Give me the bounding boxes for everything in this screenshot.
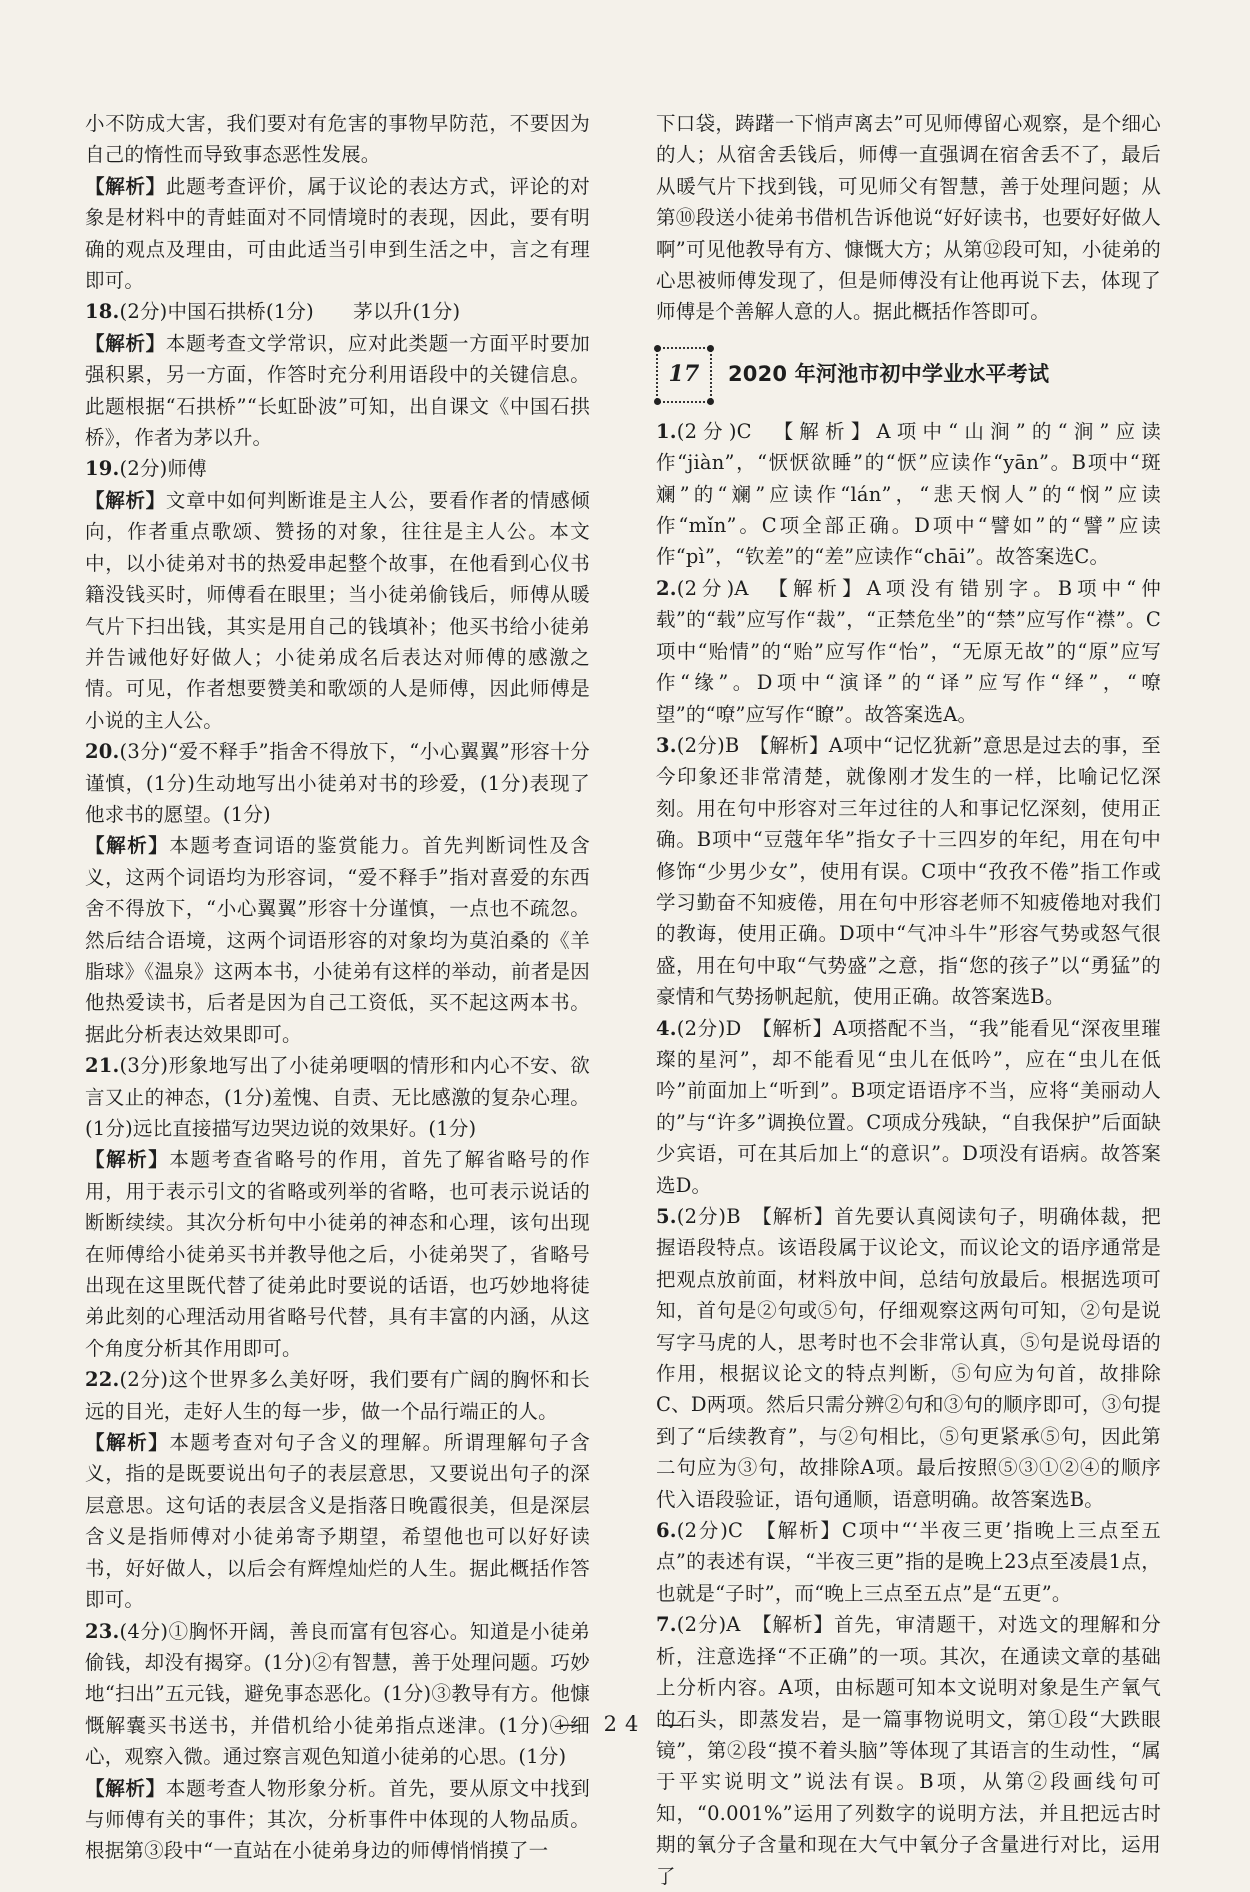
answer-paragraph [656,108,1161,328]
answer-paragraph [85,1773,590,1867]
answer-paragraph [85,296,590,327]
answer-paragraph [85,830,590,1050]
answer-paragraph [656,1609,1161,1892]
right-column [656,108,1161,1892]
answer-text: (2分)C 【解析】A项中“山涧”的“涧”应读作“jiàn”，“恹恹欲睡”的“恹”应读作“yān”。B项中“斑斓”的“斓”应读作“lán”，“悲天悯人”的“悯”应读作“mǐn”。C项全部正确。D项中“譬如”的“譬”应读作“pì”，“钦差”的“差”应读作“chāi”。故答案选C。 [656,419,1161,569]
answer-text: (2分)C 【解析】C项中“‘半夜三更’指晚上三点至五点”的表述有误，“半夜三更”指的是晚上23点至凌晨1点，也就是“子时”，而“晚上三点至五点”是“五更”。 [656,1519,1161,1605]
question-number: 2. [656,576,677,600]
question-number: 19. [85,457,120,481]
answer-text: 本题考查省略号的作用，首先了解省略号的作用，用于表示引文的省略或列举的省略，也可表示说话的断断续续。其次分析句中小徒弟的神态和心理，该句出现在师傅给小徒弟买书并教导他之后，小徒弟哭了，省略号出现在这里既代替了徒弟此时要说的话语，也巧妙地将徒弟此刻的心理活动用省略号代替，具有丰富的内涵，从这个角度分析其作用即可。 [85,1148,590,1360]
question-number: 7. [656,1613,677,1637]
analysis-tag: 【解析】 [85,1431,170,1455]
answer-text: 此题考查评价，属于议论的表达方式，评论的对象是材料中的青蛙面对不同情境时的表现，因此，要有明确的观点及理由，可由此适当引申到生活之中，言之有理即可。 [85,174,590,293]
section-number-badge [656,347,712,403]
left-column [85,108,590,1867]
answer-paragraph [85,171,590,297]
answer-text: (2分)D 【解析】A项搭配不当，“我”能看见“深夜里璀璨的星河”，却不能看见“虫儿在低吟”，应在“虫儿在低吟”前面加上“听到”。B项定语语序不当，应将“美丽动人的”与“许多”调换位置。C项成分残缺，“自我保护”后面缺少宾语，可在其后加上“的意识”。D项没有语病。故答案选D。 [656,1016,1161,1197]
analysis-tag: 【解析】 [85,331,166,355]
answer-paragraph [85,108,590,171]
answer-text: (4分)①胸怀开阔，善良而富有包容心。知道是小徒弟偷钱，却没有揭穿。(1分)②有智慧，善于处理问题。巧妙地“扫出”五元钱，避免事态恶化。(1分)③教导有方。他慷慨解囊买书送书，并借机给小徒弟指点迷津。(1分)④细心，观察入微。通过察言观色知道小徒弟的心思。(1分) [85,1619,590,1769]
answer-text: 下口袋，踌躇一下悄声离去”可见师傅留心观察，是个细心的人；从宿舍丢钱后，师傅一直强调在宿舍丢不了，最后从暖气片下找到钱，可见师父有智慧，善于处理问题；从第⑩段送小徒弟书借机告诉他说“好好读书，也要好好做人啊”可见他教导有方、慷慨大方；从第⑫段可知，小徒弟的心思被师傅发现了，但是师傅没有让他再说下去，体现了师傅是个善解人意的人。据此概括作答即可。 [656,112,1161,324]
answer-paragraph [85,328,590,454]
answer-text: 本题考查对句子含义的理解。所谓理解句子含义，指的是既要说出句子的表层意思，又要说出句子的深层意思。这句话的表层含义是指落日晚霞很美，但是深层含义是指师傅对小徒弟寄予期望，希望他也可以好好读书，好好做人，以后会有辉煌灿烂的人生。据此概括作答即可。 [85,1431,590,1612]
question-number: 22. [85,1368,120,1392]
answer-paragraph [85,1144,590,1364]
question-number: 3. [656,733,677,757]
question-number: 6. [656,1519,677,1543]
right-bottom-block [656,416,1161,1892]
answer-text: (3分)形象地写出了小徒弟哽咽的情形和内心不安、欲言又止的神态，(1分)羞愧、自责、无比感激的复杂心理。(1分)远比直接描写边哭边说的效果好。(1分) [85,1054,590,1140]
question-number: 21. [85,1054,120,1078]
answer-paragraph [85,1616,590,1773]
answer-paragraph [85,1427,590,1615]
answer-text: 文章中如何判断谁是主人公，要看作者的情感倾向，作者重点歌颂、赞扬的对象，往往是主人公。本文中，以小徒弟对书的热爱串起整个故事，在他看到心仪书籍没钱买时，师傅看在眼里；当小徒弟偷钱后，师傅从暖气片下扫出钱，其实是用自己的钱填补；他买书给小徒弟并告诫他好好做人；小徒弟成名后表达对师傅的感激之情。可见，作者想要赞美和歌颂的人是师傅，因此师傅是小说的主人公。 [85,488,590,732]
analysis-tag: 【解析】 [85,174,166,198]
question-number: 20. [85,740,120,764]
answer-text: (3分)“爱不释手”指舍不得放下，“小心翼翼”形容十分谨慎，(1分)生动地写出小徒弟对书的珍爱，(1分)表现了他求书的愿望。(1分) [85,740,590,826]
question-number: 5. [656,1205,677,1228]
analysis-tag: 【解析】 [85,488,166,512]
answer-paragraph [85,453,590,484]
answer-paragraph [85,1050,590,1144]
analysis-tag: 【解析】 [85,1776,166,1800]
answer-paragraph [656,1013,1161,1201]
question-number: 23. [85,1619,120,1643]
answer-text: (2分)A 【解析】首先，审清题干，对选文的理解和分析，注意选择“不正确”的一项。其次，在通读文章的基础上分析内容。A项，由标题可知本文说明对象是生产氧气的石头，即蒸发岩，是一篇事物说明文，第①段“大跌眼镜”，第②段“摸不着头脑”等体现了其语言的生动性，“属于平实说明文”说法有误。B项，从第②段画线句可知，“0.001%”运用了列数字的说明方法，并且把远古时期的氧分子含量和现在大气中氧分子含量进行对比，运用了 [656,1613,1161,1888]
answer-text: 本题考查文学常识，应对此类题一方面平时要加强积累，另一方面，作答时充分利用语段中的关键信息。此题根据“石拱桥”“长虹卧波”可知，出自课文《中国石拱桥》，作者为茅以升。 [85,331,590,450]
answer-paragraph [656,573,1161,730]
answer-text: 小不防成大害，我们要对有危害的事物早防范，不要因为自己的惰性而导致事态恶性发展。 [85,112,590,167]
answer-text: (2分)A 【解析】A项没有错别字。B项中“仲载”的“载”应写作“裁”，“正禁危坐”的“禁”应写作“襟”。C项中“贻情”的“贻”应写作“怡”，“无原无故”的“原”应写作“缘”。D项中“演译”的“译”应写作“绎”，“嘹望”的“嘹”应写作“瞭”。故答案选A。 [656,576,1161,726]
answer-paragraph [656,730,1161,1013]
answer-paragraph [85,485,590,736]
answer-text: (2分)B 【解析】A项中“记忆犹新”意思是过去的事，至今印象还非常清楚，就像刚才发生的一样，比喻记忆深刻。用在句中形容对三年过往的人和事记忆深刻，使用正确。B项中“豆蔻年华”指女子十三四岁的年纪，用在句中修饰“少男少女”，使用有误。C项中“孜孜不倦”指工作或学习勤奋不知疲倦，用在句中形容老师不知疲倦地对我们的教诲，使用正确。D项中“气冲斗牛”形容气势或怒气很盛，用在句中取“气势盛”之意，指“您的孩子”以“勇猛”的豪情和气势扬帆起航，使用正确。故答案选B。 [656,733,1161,1009]
answer-paragraph [656,1201,1161,1515]
answer-paragraph [85,1364,590,1427]
section-title: 2020 年河池市初中学业水平考试 [728,362,1050,387]
analysis-tag: 【解析】 [85,1148,170,1172]
answer-paragraph [85,736,590,830]
page-number: — 24 — [559,1712,691,1736]
section-number: 17 [668,361,700,388]
right-top-block [656,108,1161,328]
answer-text: (2分)师傅 [119,457,207,481]
analysis-tag: 【解析】 [85,834,170,858]
question-number: 4. [656,1016,677,1040]
answer-paragraph [656,416,1161,573]
answer-text: (2分)中国石拱桥(1分) 茅以升(1分) [119,300,461,324]
answer-text: (2分)这个世界多么美好呀，我们要有广阔的胸怀和长远的目光，走好人生的每一步，做一个品行端正的人。 [85,1368,590,1423]
answer-text: 本题考查人物形象分析。首先，要从原文中找到与师傅有关的事件；其次，分析事件中体现的人物品质。根据第③段中“一直站在小徒弟身边的师傅悄悄摸了一 [85,1776,590,1863]
question-number: 18. [85,300,120,324]
section-header [656,342,1161,408]
answer-paragraph [656,1515,1161,1609]
question-number: 1. [656,419,677,443]
answer-text: (2分)B 【解析】首先要认真阅读句子，明确体裁，把握语段特点。该语段属于议论文，而议论文的语序通常是把观点放前面，材料放中间，总结句放最后。根据选项可知，首句是②句或⑤句，仔细观察这两句可知，②句是说写字马虎的人，思考时也不会非常认真，⑤句是说母语的作用，根据议论文的特点判断，⑤句应为句首，故排除C、D两项。然后只需分辨②句和③句的顺序即可，③句提到了“后续教育”，与②句相比，⑤句更紧承⑤句，因此第二句应为③句，故排除A项。最后按照⑤③①②④的顺序代入语段验证，语句通顺，语意明确。故答案选B。 [656,1205,1161,1511]
answer-text: 本题考查词语的鉴赏能力。首先判断词性及含义，这两个词语均为形容词，“爱不释手”指对喜爱的东西舍不得放下，“小心翼翼”形容十分谨慎，一点也不疏忽。然后结合语境，这两个词语形容的对象均为莫泊桑的《羊脂球》《温泉》这两本书，小徒弟有这样的举动，前者是因他热爱读书，后者是因为自己工资低，买不起这两本书。据此分析表达效果即可。 [85,834,590,1046]
